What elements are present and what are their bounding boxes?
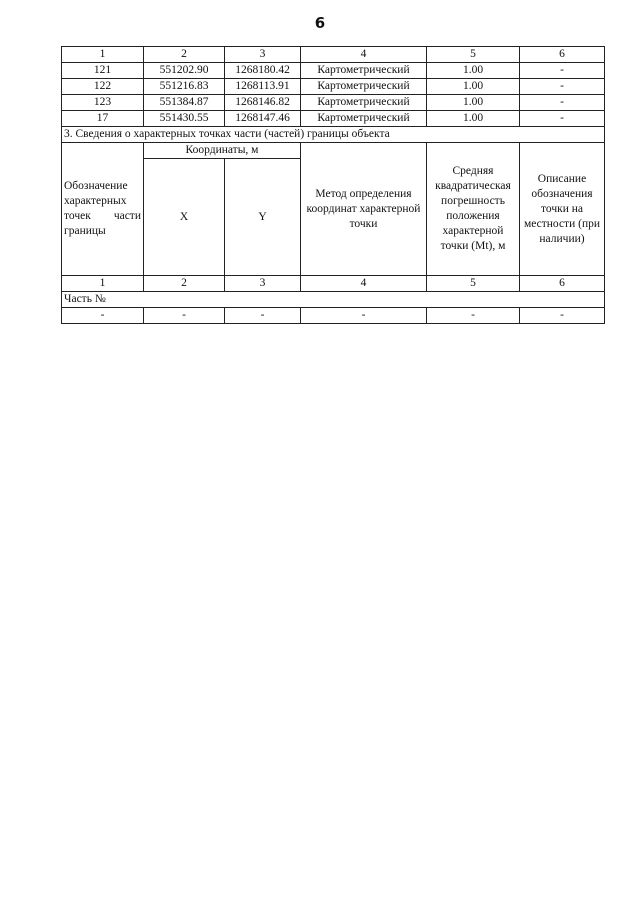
column-number: 1 bbox=[62, 47, 144, 63]
method: Картометрический bbox=[301, 95, 427, 111]
point-id: 123 bbox=[62, 95, 144, 111]
description: - bbox=[520, 95, 605, 111]
method: Картометрический bbox=[301, 63, 427, 79]
table-header-row bbox=[62, 47, 605, 63]
coord-x: - bbox=[144, 308, 225, 324]
column-number: 2 bbox=[144, 276, 225, 292]
method: Картометрический bbox=[301, 111, 427, 127]
section-number-row bbox=[62, 276, 605, 292]
accuracy: 1.00 bbox=[427, 79, 520, 95]
coord-x: 551202.90 bbox=[144, 63, 225, 79]
coordinates-table bbox=[61, 46, 605, 324]
coord-y: 1268147.46 bbox=[225, 111, 301, 127]
description: - bbox=[520, 79, 605, 95]
coord-x: 551384.87 bbox=[144, 95, 225, 111]
accuracy: 1.00 bbox=[427, 63, 520, 79]
table-row bbox=[62, 111, 605, 127]
part-label: Часть № bbox=[62, 292, 605, 308]
point-id: 121 bbox=[62, 63, 144, 79]
column-number: 2 bbox=[144, 47, 225, 63]
table-row bbox=[62, 79, 605, 95]
page-number: 6 bbox=[314, 14, 326, 32]
header-x: X bbox=[144, 159, 225, 276]
coord-y: 1268113.91 bbox=[225, 79, 301, 95]
coord-y: 1268146.82 bbox=[225, 95, 301, 111]
column-number: 1 bbox=[62, 276, 144, 292]
description: - bbox=[520, 308, 605, 324]
coord-x: 551430.55 bbox=[144, 111, 225, 127]
point-id: 17 bbox=[62, 111, 144, 127]
description: - bbox=[520, 111, 605, 127]
coord-x: 551216.83 bbox=[144, 79, 225, 95]
column-number: 6 bbox=[520, 47, 605, 63]
coord-y: 1268180.42 bbox=[225, 63, 301, 79]
header-y: Y bbox=[225, 159, 301, 276]
section-title-row bbox=[62, 127, 605, 143]
header-coordinates-group: Координаты, м bbox=[144, 143, 301, 159]
method: - bbox=[301, 308, 427, 324]
method: Картометрический bbox=[301, 79, 427, 95]
header-accuracy: Средняя квадратическая погрешность положения характерной точки (Mt), м bbox=[427, 143, 520, 276]
table-row bbox=[62, 95, 605, 111]
column-number: 5 bbox=[427, 47, 520, 63]
accuracy: 1.00 bbox=[427, 111, 520, 127]
column-number: 3 bbox=[225, 276, 301, 292]
column-number: 4 bbox=[301, 276, 427, 292]
section-header-row bbox=[62, 143, 605, 159]
column-number: 4 bbox=[301, 47, 427, 63]
point-id: 122 bbox=[62, 79, 144, 95]
accuracy: 1.00 bbox=[427, 95, 520, 111]
part-label-row bbox=[62, 292, 605, 308]
coord-y: - bbox=[225, 308, 301, 324]
column-number: 6 bbox=[520, 276, 605, 292]
point-id: - bbox=[62, 308, 144, 324]
header-description: Описание обозначения точки на местности (при наличии) bbox=[520, 143, 605, 276]
header-point-designation: Обозначение характерных точек части границы bbox=[62, 143, 144, 276]
column-number: 3 bbox=[225, 47, 301, 63]
table-row bbox=[62, 308, 605, 324]
column-number: 5 bbox=[427, 276, 520, 292]
description: - bbox=[520, 63, 605, 79]
table-row bbox=[62, 63, 605, 79]
header-method: Метод определения координат характерной точки bbox=[301, 143, 427, 276]
accuracy: - bbox=[427, 308, 520, 324]
section-title: 3. Сведения о характерных точках части (частей) границы объекта bbox=[62, 127, 605, 143]
